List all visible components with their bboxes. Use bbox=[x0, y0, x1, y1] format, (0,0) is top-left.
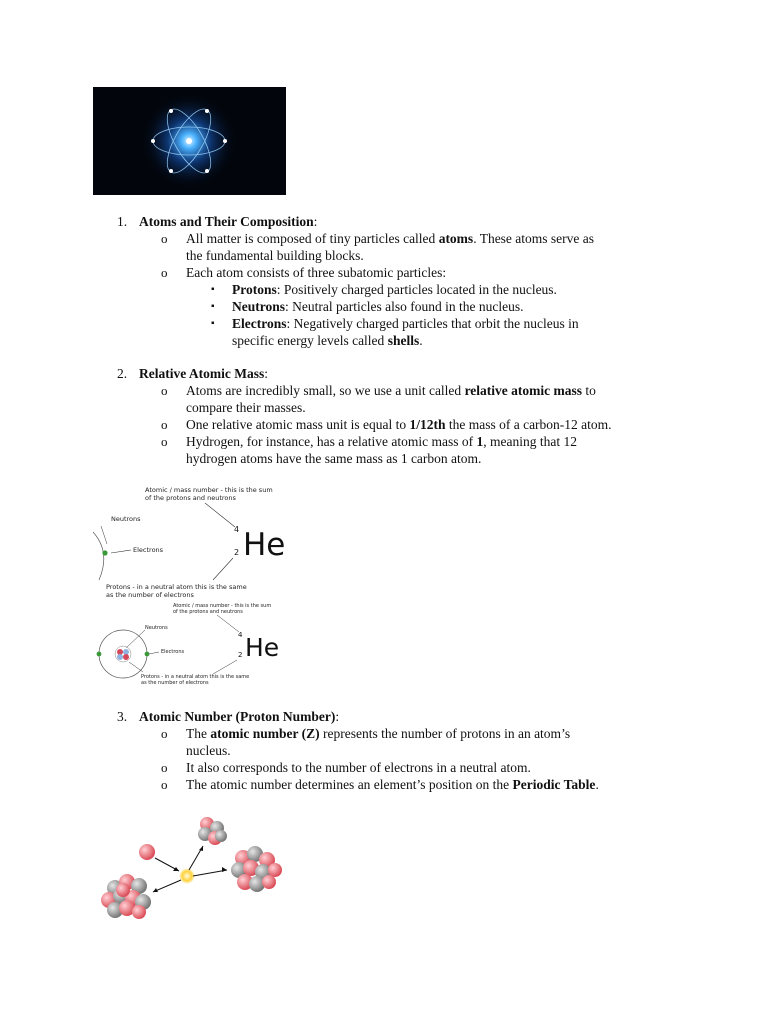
mass-number: 4 bbox=[234, 525, 240, 534]
atomic-number: 2 bbox=[238, 651, 243, 659]
mass-number-label: Atomic / mass number - this is the sum bbox=[145, 486, 273, 494]
section-heading: Atoms and Their Composition: bbox=[139, 214, 318, 229]
mass-number-label-line2: of the protons and neutrons bbox=[173, 609, 243, 615]
section-heading: Atomic Number (Proton Number): bbox=[139, 709, 340, 724]
bullet: o bbox=[161, 434, 168, 449]
bullet: o bbox=[161, 417, 168, 432]
electrons-label: Electrons bbox=[133, 546, 164, 554]
bullet: o bbox=[161, 265, 168, 280]
sub-list-item-protons: Protons: Positively charged particles located in the nucleus. bbox=[232, 282, 557, 297]
list-number: 2. bbox=[117, 366, 128, 381]
sub-list-item-electrons: Electrons: Negatively charged particles that orbit the nucleus in bbox=[232, 316, 579, 331]
bullet: o bbox=[161, 726, 168, 741]
bullet: o bbox=[161, 777, 168, 792]
list-item: Atoms are incredibly small, so we use a unit called relative atomic mass to bbox=[186, 383, 596, 398]
protons-label: Protons - in a neutral atom this is the same bbox=[106, 583, 247, 591]
neutrons-label: Neutrons bbox=[145, 625, 168, 631]
list-number: 1. bbox=[117, 214, 128, 229]
list-number: 3. bbox=[117, 709, 128, 724]
protons-label-line2: as the number of electrons bbox=[106, 591, 194, 599]
bullet: o bbox=[161, 383, 168, 398]
list-item: The atomic number determines an element’s position on the Periodic Table. bbox=[186, 777, 599, 792]
sub-list-item-neutrons: Neutrons: Neutral particles also found in the nucleus. bbox=[232, 299, 524, 314]
helium-diagram-bottom bbox=[97, 603, 280, 686]
nuclear-fission-image bbox=[93, 810, 286, 923]
helium-notation-diagram bbox=[93, 482, 286, 689]
mass-number: 4 bbox=[238, 631, 243, 639]
list-item-continuation: nucleus. bbox=[186, 743, 231, 758]
sub-bullet: ▪ bbox=[211, 318, 215, 329]
list-item-continuation: compare their masses. bbox=[186, 400, 306, 415]
helium-diagram-top bbox=[93, 486, 285, 599]
electrons-label: Electrons bbox=[161, 649, 185, 655]
mass-number-label: Atomic / mass number - this is the sum bbox=[173, 603, 272, 609]
list-item: Each atom consists of three subatomic particles: bbox=[186, 265, 447, 280]
bullet: o bbox=[161, 231, 168, 246]
section-heading: Relative Atomic Mass: bbox=[139, 366, 268, 381]
sub-list-item-continuation: specific energy levels called shells. bbox=[232, 333, 423, 348]
list-item: One relative atomic mass unit is equal to 1/12th the mass of a carbon-12 atom. bbox=[186, 417, 612, 432]
list-item: Hydrogen, for instance, has a relative atomic mass of 1, meaning that 12 bbox=[186, 434, 578, 449]
bullet: o bbox=[161, 760, 168, 775]
element-symbol: He bbox=[245, 633, 280, 662]
mass-number-label-line2: of the protons and neutrons bbox=[145, 494, 236, 502]
list-item: The atomic number (Z) represents the number of protons in an atom’s bbox=[186, 726, 571, 741]
list-item-continuation: hydrogen atoms have the same mass as 1 carbon atom. bbox=[186, 451, 482, 466]
protons-label-line2: as the number of electrons bbox=[141, 680, 209, 686]
sub-bullet: ▪ bbox=[211, 301, 215, 312]
protons-label: Protons - in a neutral atom this is the same bbox=[141, 674, 250, 680]
neutrons-label: Neutrons bbox=[111, 515, 141, 523]
sub-bullet: ▪ bbox=[211, 284, 215, 295]
list-item: It also corresponds to the number of electrons in a neutral atom. bbox=[186, 760, 531, 775]
element-symbol: He bbox=[243, 527, 286, 563]
list-item: All matter is composed of tiny particles called atoms. These atoms serve as bbox=[186, 231, 595, 246]
atomic-number: 2 bbox=[234, 548, 240, 557]
atom-glow-image bbox=[93, 87, 286, 195]
list-item-continuation: the fundamental building blocks. bbox=[186, 248, 364, 263]
